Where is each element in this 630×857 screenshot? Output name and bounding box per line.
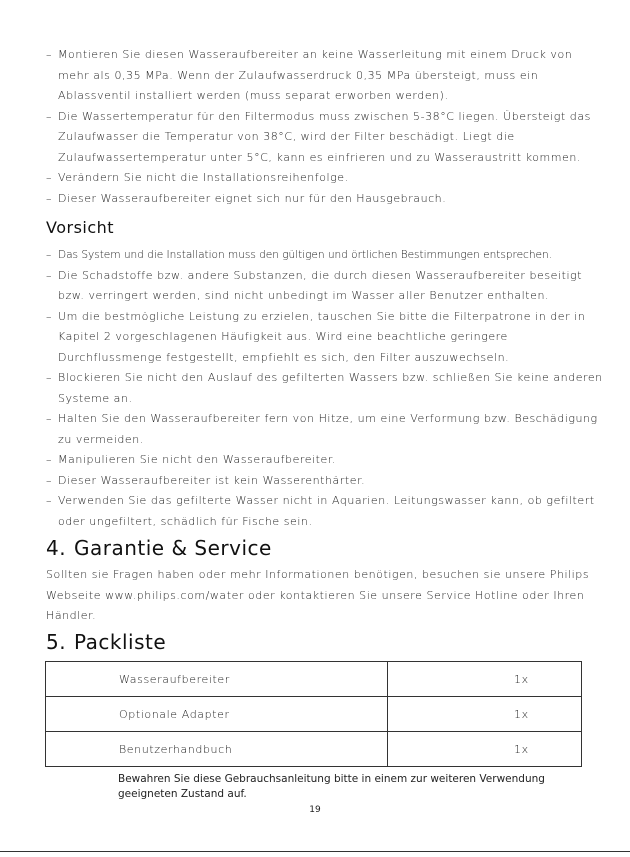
warranty-paragraph: Sollten sie Fragen haben oder mehr Informationen benötigen, besuchen sie unsere Philips Webseite www.philips.com/water oder kontaktieren Sie unsere Service Hotline oder Ihren Händler.: [46, 568, 590, 622]
caution-heading: Vorsicht: [46, 218, 115, 237]
section-number: 5.: [46, 630, 67, 654]
section-title-text: Garantie & Service: [74, 536, 272, 560]
list-item: – Blockieren Sie nicht den Auslauf des gefilterten Wassers bzw. schließen Sie keine anderen Systeme an.: [46, 368, 606, 409]
list-item: – Das System und die Installation muss den gültigen und örtlichen Bestimmungen entsprechen.: [46, 245, 606, 266]
caution-bullet-list: [46, 245, 606, 532]
list-item: – Die Wassertemperatur für den Filtermodus muss zwischen 5-38°C liegen. Übersteigt das Zulaufwasser die Temperatur von 38°C, wird der Filter beschädigt. Liegt die Zulaufwassertemperatur unter 5°C, kann es einfrieren und zu Wasseraustritt kommen.: [46, 107, 606, 169]
item-cell: Optionale Adapter: [46, 697, 388, 732]
list-item: – Dieser Wasseraufbereiter eignet sich nur für den Hausgebrauch.: [46, 189, 606, 210]
section-title-packing-list: [46, 630, 166, 654]
quantity-cell: 1x: [388, 662, 582, 697]
list-item: – Manipulieren Sie nicht den Wasseraufbereiter.: [46, 450, 606, 471]
list-item: – Halten Sie den Wasseraufbereiter fern von Hitze, um eine Verformung bzw. Beschädigung zu vermeiden.: [46, 409, 606, 450]
list-item: – Verändern Sie nicht die Installationsreihenfolge.: [46, 168, 606, 189]
bottom-divider: [0, 851, 630, 852]
section-number: 4.: [46, 536, 67, 560]
intro-bullet-list: [46, 45, 606, 209]
list-item: – Dieser Wasseraufbereiter ist kein Wasserenthärter.: [46, 471, 606, 492]
section-title-text: Packliste: [74, 630, 167, 654]
section-title-warranty: [46, 536, 272, 560]
table-row: [46, 732, 582, 767]
packing-list-table: [45, 661, 582, 767]
table-row: [46, 697, 582, 732]
quantity-cell: 1x: [388, 732, 582, 767]
list-item: – Die Schadstoffe bzw. andere Substanzen, die durch diesen Wasseraufbereiter beseitigt bzw. verringert werden, sind nicht unbedingt im Wasser aller Benutzer enthalten.: [46, 266, 606, 307]
list-item: – Um die bestmögliche Leistung zu erzielen, tauschen Sie bitte die Filterpatrone in der in Kapitel 2 vorgeschlagenen Häufigkeit aus. Wird eine beachtliche geringere Durchflussmenge festgestellt, empfiehlt es sich, den Filter auszuwechseln.: [46, 307, 606, 369]
list-item: – Verwenden Sie das gefilterte Wasser nicht in Aquarien. Leitungswasser kann, ob gefiltert oder ungefiltert, schädlich für Fische sein.: [46, 491, 606, 532]
item-cell: Benutzerhandbuch: [46, 732, 388, 767]
page-number: 19: [309, 805, 321, 815]
quantity-cell: 1x: [388, 697, 582, 732]
table-row: [46, 662, 582, 697]
list-item: – Montieren Sie diesen Wasseraufbereiter an keine Wasserleitung mit einem Druck von mehr als 0,35 MPa. Wenn der Zulaufwasserdruck 0,35 MPa übersteigt, muss ein Ablassventil installiert werden (muss separat erworben werden).: [46, 45, 606, 107]
item-cell: Wasseraufbereiter: [46, 662, 388, 697]
storage-note: Bewahren Sie diese Gebrauchsanleitung bitte in einem zur weiteren Verwendung geeigneten Zustand auf.: [118, 773, 545, 800]
